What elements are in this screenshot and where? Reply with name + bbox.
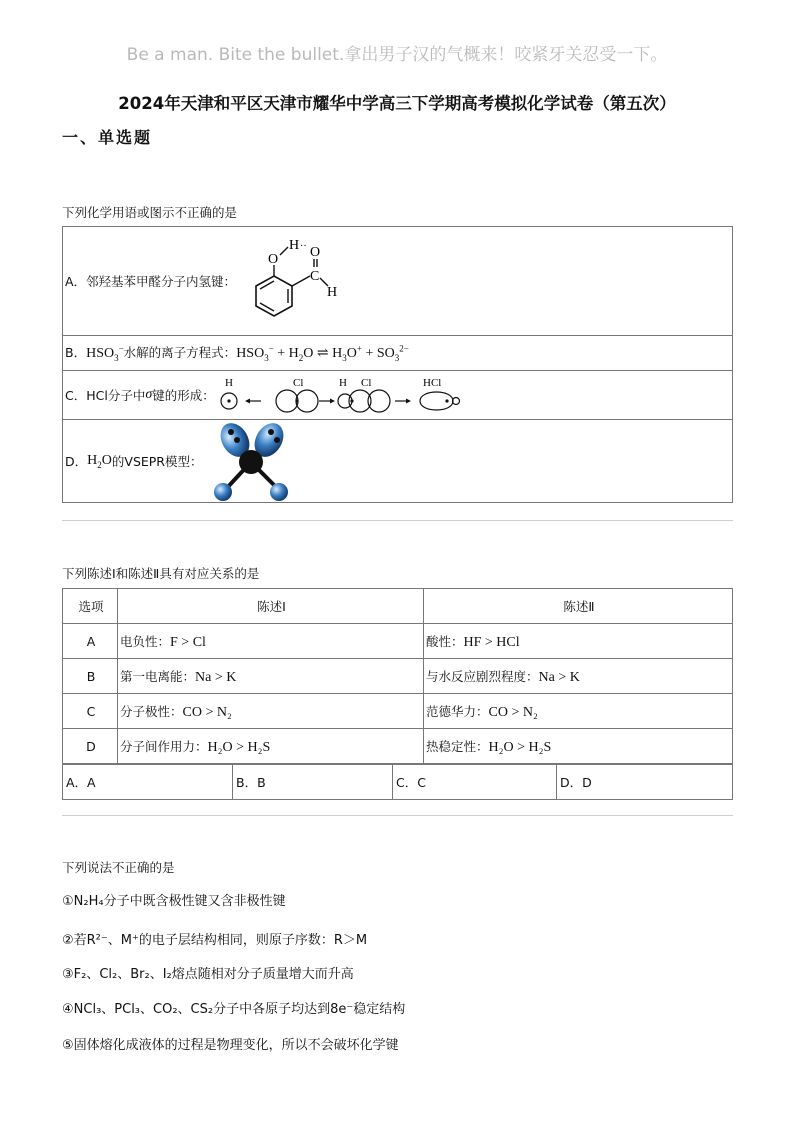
- svg-text:··: ··: [300, 241, 307, 252]
- option-b-cell[interactable]: [63, 336, 733, 371]
- option-c-text: 键的形成：: [152, 388, 215, 403]
- oxygen-label: O: [268, 252, 279, 267]
- row-statement-2: 与水反应剧烈程度：Na > K: [424, 659, 733, 694]
- answer-option-b[interactable]: B．B: [233, 765, 393, 800]
- row-option: C: [63, 694, 118, 729]
- question-2-answer-options: [62, 764, 733, 800]
- table-row: [63, 624, 733, 659]
- row-option: D: [63, 729, 118, 764]
- header-option: 选项: [63, 589, 118, 624]
- answer-option-d[interactable]: D．D: [557, 765, 733, 800]
- document-title: 2024年天津和平区天津市耀华中学高三下学期高考模拟化学试卷（第五次）: [118, 94, 676, 113]
- question-1-options-table: [62, 226, 733, 503]
- hydrogen-label: H: [289, 238, 300, 253]
- row-statement-2: 酸性：HF > HCl: [424, 624, 733, 659]
- statement-2: ②若R²⁻、M⁺的电子层结构相同，则原子序数：R＞M: [62, 933, 368, 948]
- statement-4: ④NCl₃、PCl₃、CO₂、CS₂分子中各原子均达到8e⁻稳定结构: [62, 1002, 406, 1017]
- statement-3: ③F₂、Cl₂、Br₂、I₂熔点随相对分子质量增大而升高: [62, 967, 354, 982]
- option-c-cell[interactable]: [63, 371, 733, 420]
- row-statement-1: 第一电离能：Na > K: [118, 659, 424, 694]
- section-title: 一、单选题: [62, 128, 153, 147]
- option-c-label: C．HCl分子中: [65, 388, 146, 403]
- row-statement-2: 热稳定性：H₂O > H₂S: [424, 729, 733, 764]
- sigma-bond-formation-diagram: [215, 374, 465, 416]
- row-statement-1: 分子间作用力：H₂O > H₂S: [118, 729, 424, 764]
- question-1-stem: 下列化学用语或图示不正确的是: [62, 205, 238, 220]
- option-b-text: 水解的离子方程式：: [123, 345, 237, 361]
- option-d-text: 的VSEPR模型：: [111, 454, 203, 469]
- option-d-cell[interactable]: [63, 420, 733, 503]
- option-a-label: A．邻羟基苯甲醛分子内氢键：: [65, 274, 237, 289]
- salicylaldehyde-structure: [236, 231, 346, 331]
- row-option: B: [63, 659, 118, 694]
- question-2-stem: 下列陈述Ⅰ和陈述Ⅱ具有对应关系的是: [62, 566, 260, 581]
- option-a-cell[interactable]: [63, 227, 733, 336]
- water-formula: $H_2O$: [87, 452, 112, 470]
- watermark: Be a man. Bite the bullet.拿出男子汉的气概来！咬紧牙关忍受一下。: [126, 45, 668, 65]
- header-statement-2: 陈述Ⅱ: [424, 589, 733, 624]
- carbon-label: C: [310, 269, 320, 284]
- statement-1: ①N₂H₄分子中既含极性键又含非极性键: [62, 894, 286, 909]
- divider-2: [62, 815, 733, 816]
- row-statement-2: 范德华力：CO > N₂: [424, 694, 733, 729]
- row-option: A: [63, 624, 118, 659]
- question-2-table: [62, 588, 733, 764]
- answer-option-c[interactable]: C．C: [393, 765, 557, 800]
- hydrolysis-equation: $HSO_3^- + H_2O$ ⇌ $H_3O^+ + SO_3^{2-}$: [236, 343, 409, 363]
- table-row: [63, 694, 733, 729]
- svg-text:Cl: Cl: [292, 377, 304, 389]
- row-statement-1: 分子极性：CO > N₂: [118, 694, 424, 729]
- aldehyde-hydrogen-label: H: [327, 285, 338, 300]
- svg-text:Cl: Cl: [360, 377, 372, 389]
- statement-5: ⑤固体熔化成液体的过程是物理变化，所以不会破坏化学键: [62, 1038, 399, 1053]
- divider-1: [62, 520, 733, 521]
- water-vsepr-model: [203, 420, 313, 502]
- table-row: [63, 659, 733, 694]
- question-3-stem: 下列说法不正确的是: [62, 860, 175, 875]
- answer-option-a[interactable]: A．A: [63, 765, 233, 800]
- svg-text:HCl: HCl: [422, 377, 442, 389]
- sigma-symbol: σ: [145, 387, 153, 402]
- carbonyl-oxygen-label: O: [310, 245, 321, 260]
- bisulfite-formula: $HSO_3^-$: [86, 343, 124, 363]
- option-b-label: B．: [65, 345, 87, 361]
- svg-text:H: H: [338, 377, 347, 389]
- table-row: [63, 729, 733, 764]
- header-statement-1: 陈述Ⅰ: [118, 589, 424, 624]
- row-statement-1: 电负性：F > Cl: [118, 624, 424, 659]
- svg-text:H: H: [224, 377, 233, 389]
- option-d-label: D．: [65, 454, 88, 469]
